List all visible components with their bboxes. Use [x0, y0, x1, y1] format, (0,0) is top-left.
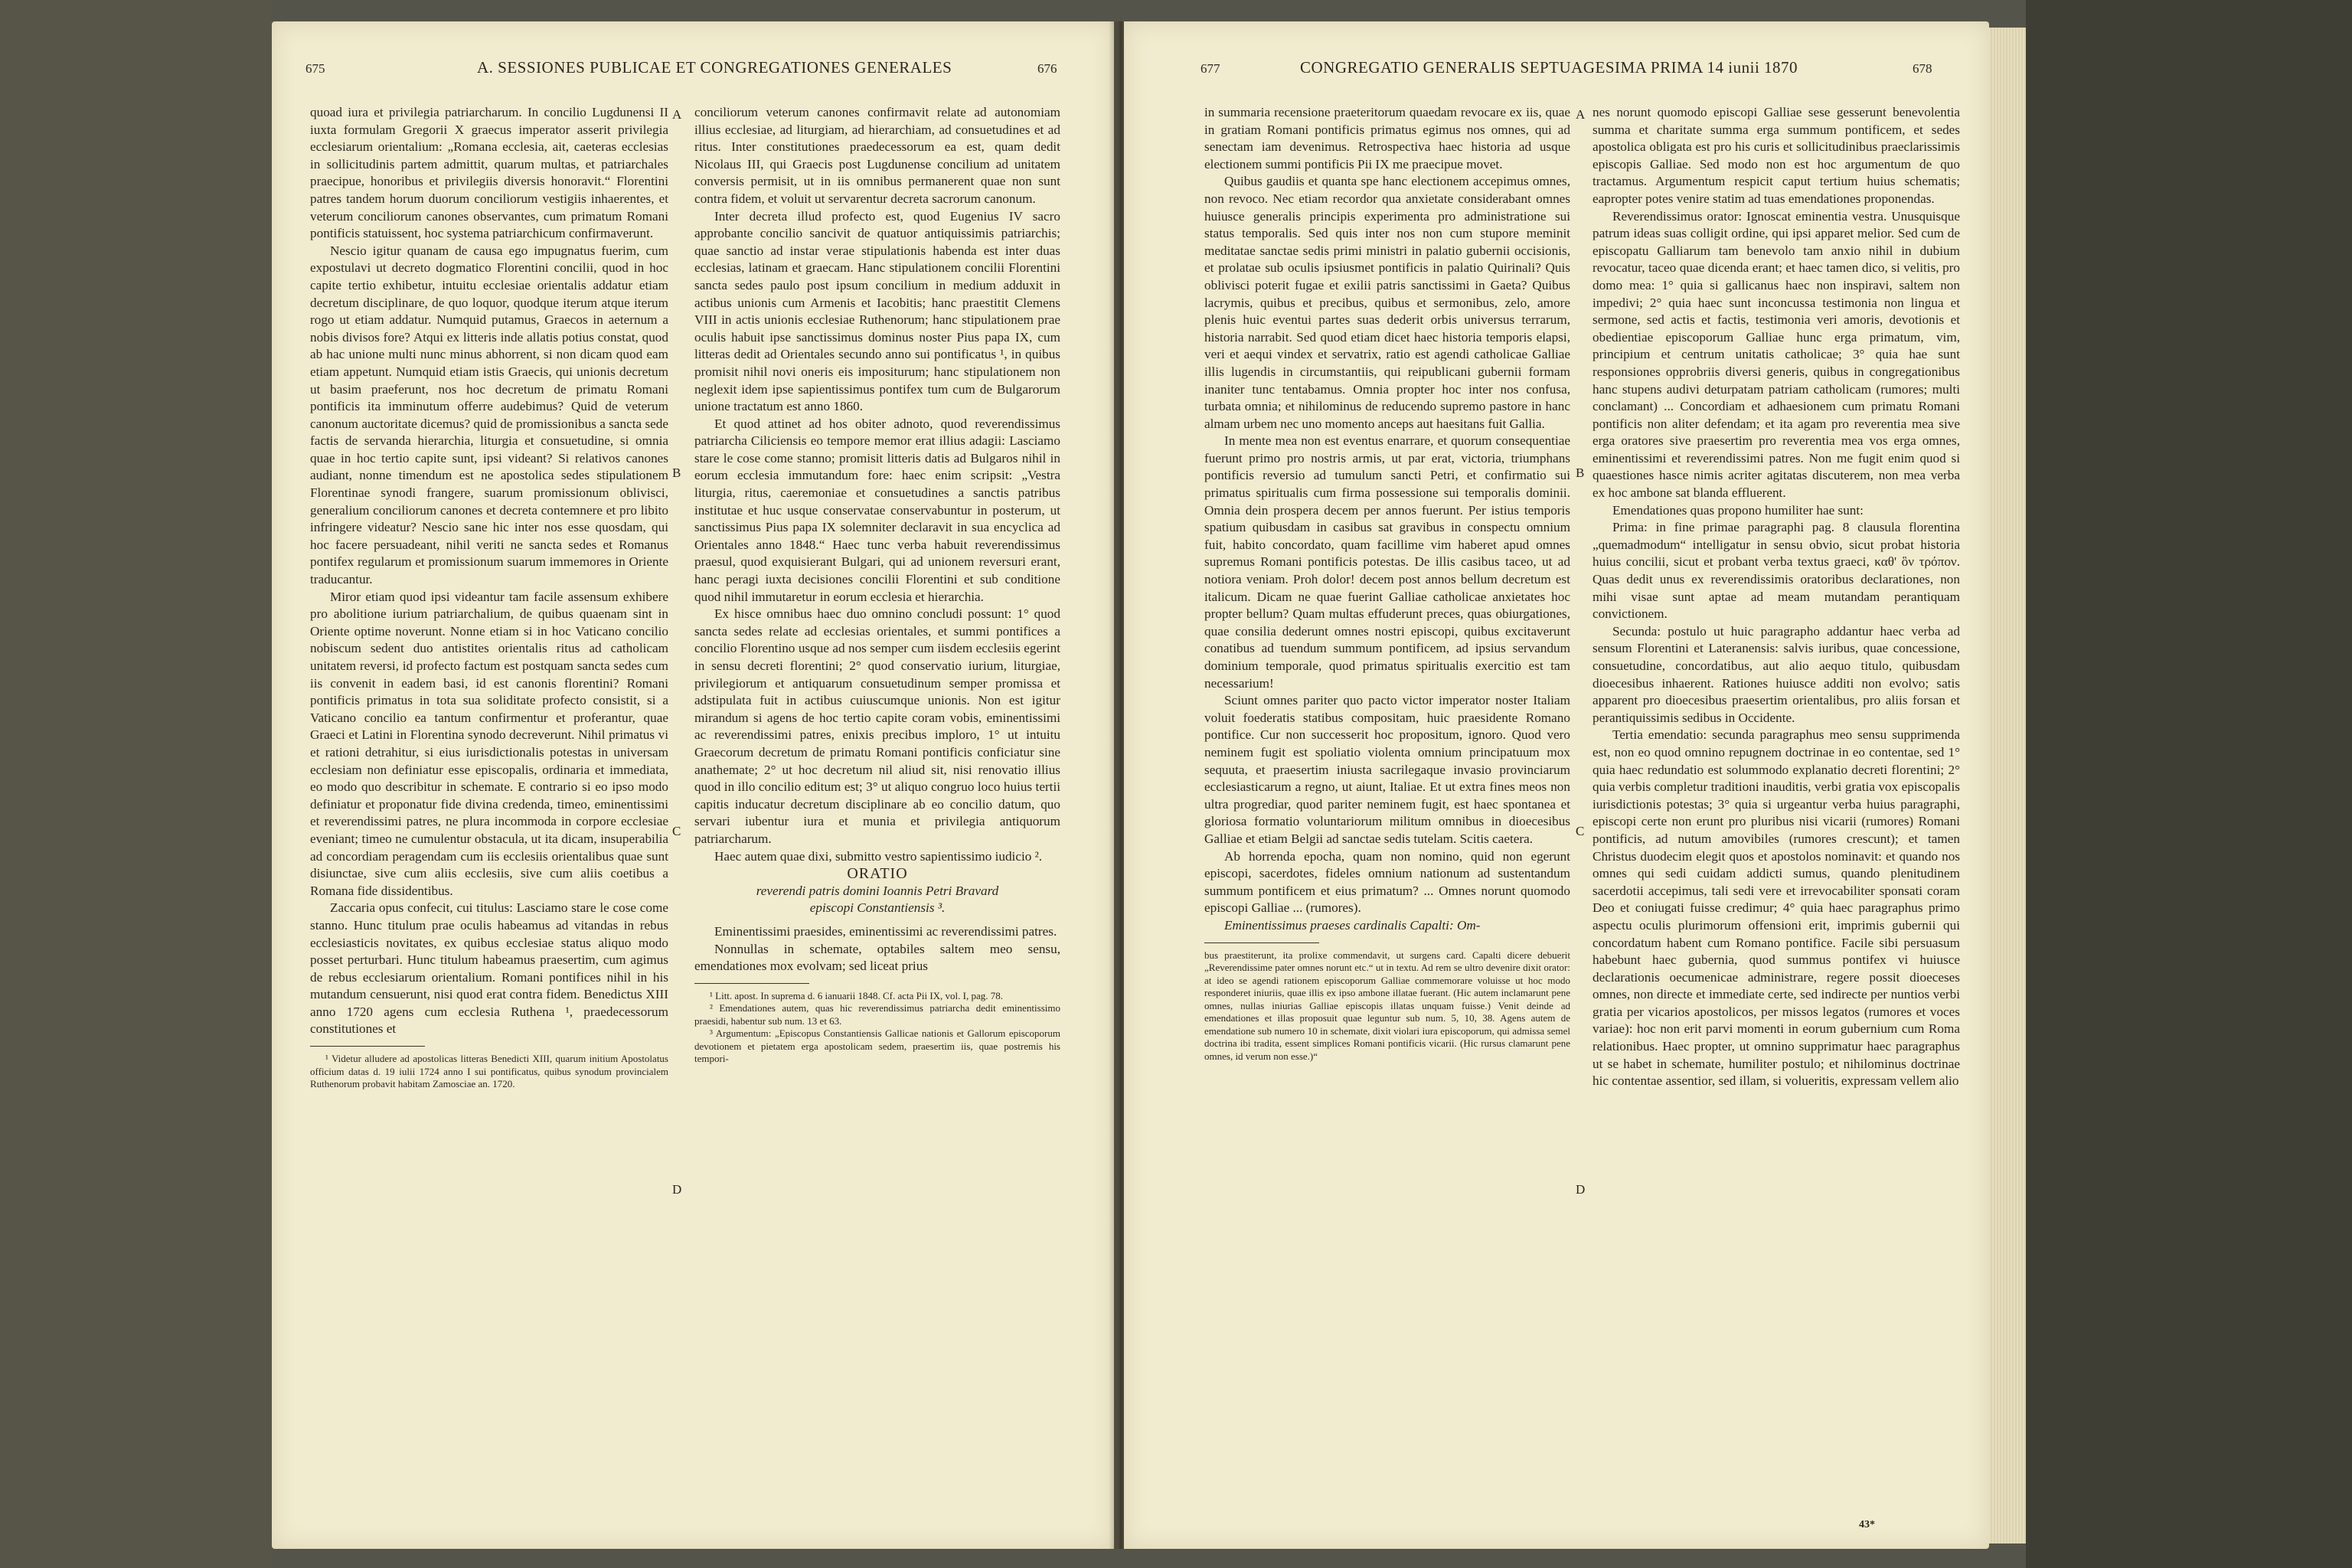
- margin-letter-a: A: [1576, 107, 1586, 122]
- margin-letter-b: B: [672, 466, 681, 480]
- oratio-heading: ORATIO: [847, 865, 908, 883]
- footnote-rule: [1204, 942, 1319, 943]
- paragraph: Zaccaria opus confecit, cui titulus: Lasciamo stare le cose come stanno. Hunc titulum prae oculis habeamus ad vitandas in rebus ecclesiasticis novitates, ex quibus ecclesiae status aliquo modo posset perturbari. Hunc titulum habeamus praesertim, cum agimus de rebus ecclesiarum orientalium. Romani pontifices nihil in his mutandum censuerunt, nisi quod erat contra fidem. Benedictus XIII anno 1720 agens cum ecclesia Ruthena ¹, praedecessorum constitutiones et: [310, 900, 668, 1037]
- page-edges: [1989, 28, 2026, 1544]
- footnote: bus praestiterunt, ita prolixe commendavit, ut surgens card. Capalti dicere debuerit „Reverendissime pater omnes norunt etc.“ ut in textu. Ad rem se ultro devenire dixit orator: at ideo se agendi rationem episcoporum Galliae commemorare voluisse ut hoc modo responderet iniuriis, quae illis ex ipso ambone illatae fuerant. (Hic autem inclamarunt pene omnes, nullas iniurias Galliae episcopis illatas unquam fuisse.) Venit deinde ad emendationes et illas proposuit quae leguntur sub num. 5, 10, 38. Agens autem de emendatione sub numero 10 in schemate, dixit violari iura episcoporum, qui admissa semel doctrina ibi tradita, essent simplices Romani pontificis vicarii. (Hic rursus clamarunt pene omnes, id verum non esse.)“: [1204, 949, 1570, 1062]
- oratio-subtitle: reverendi patris domini Ioannis Petri Bravard: [756, 883, 999, 898]
- left-page-column-1: [310, 104, 668, 1091]
- footnote: ³ Argumentum: „Episcopus Constantiensis Gallicae nationis et Gallorum episcoporum devotionem et pietatem erga apostolicam sedem, praesertim iis, quae postremis his tempori-: [694, 1027, 1060, 1065]
- paragraph: Nonnullas in schemate, optabiles saltem meo sensu, emendationes mox evolvam; sed liceat prius: [694, 941, 1060, 974]
- paragraph: Et quod attinet ad hos obiter adnoto, quod reverendissimus patriarcha Ciliciensis eo tempore memor erat illius adagii: Lasciamo stare le cose come stanno; promisit litteris datis ad Bulgaros nihil in eorum ecclesia immutandum fore: haec enim scripsit: „Vestra liturgia, ritus, caeremoniae et consuetudines a sanctis patribus institutae et huc usque conservatae conservabuntur in posterum, ut sanctissimus Pius papa IX solemniter declaravit in sua encyclica ad Orientales anno 1848.“ Haec tunc verba habuit reverendissimus praesul, quod exquisierant Bulgari, qui ad unionem reversuri erant, hanc peragi iuxta decisiones concilii Florentini et sub conditione quod nihil immutaretur in eorum ecclesia et hierarchia.: [694, 416, 1060, 604]
- running-head-left: A. SESSIONES PUBLICAE ET CONGREGATIONES GENERALES: [477, 58, 952, 77]
- footnote: ¹ Videtur alludere ad apostolicas litteras Benedicti XIII, quarum initium Apostolatus officium datas d. 19 iulii 1724 anno I sui pontificatus, quibus synodum provincialem Ruthenorum probavit habitam Zamosciae an. 1720.: [310, 1053, 668, 1090]
- paragraph: Secunda: postulo ut huic paragrapho addantur haec verba ad sensum Florentini et Lateranensis: salvis iuribus, quae concessione, consuetudine, concordatibus, aut alio aequo titulo, quibusdam dioecesibus inhaerent. Rationes huiusce additi non evolvo; satis apparent pro dioecesibus praesertim orientalibus, pro aliis forsan et perantiquissimis sedibus in Occidente.: [1592, 623, 1960, 725]
- margin-letter-b: B: [1576, 466, 1585, 480]
- paragraph: Miror etiam quod ipsi videantur tam facile assensum exhibere pro abolitione iurium patriarchalium, de quibus quaenam sint in Oriente optime noverunt. Nonne etiam si in hoc Vaticano concilio nobiscum sedent duo antistites orientalis ritus ad catholicam unitatem reversi, id profecto factum est postquam sancta sedes cum iis convenit in eadem basi, id est canonis florentini? Romani pontificis primatus in tota sua soliditate profecto consistit, si a Vaticano concilio ea tantum confirmentur et proferantur, quae Graeci et Latini in Florentina synodo decreverunt. Nihil primatus vi et rationi detrahitur, si eius iurisdictionalis potestas in universam ecclesiam non definiatur esse episcopalis, ordinaria et immediata, eo modo quo describitur in schemate. E contrario si eo ipso modo definiatur et proponatur fide divina credenda, timeo, eminentissimi et reverendissimi patres, ne plura incommoda in corpore ecclesiae eveniant; timeo ne cumulentur obstacula, ut ita dicam, insuperabilia ad concordiam peragendam cum iis ecclesiis orientalibus quae sunt disiunctae, sive cum aliis ecclesiis, sive cum aliis coetibus a Romana fide dissidentibus.: [310, 589, 668, 898]
- margin-letter-d: D: [1576, 1182, 1586, 1197]
- paragraph: Quibus gaudiis et quanta spe hanc electionem accepimus omnes, non revoco. Nec etiam recordor qua anxietate considerabant omnes huiusce generalis principis experimenta pro administratione sui status temporalis. Sed quis inter nos non cum stupore meminit meditatae sanctae sedis primi ministri in palatio gubernii occisionis, et prolatae sub oculis ipsiusmet pontificis in palatio Quirinali? Quis oblivisci poterit fugae et exilii patris sanctissimi in Gaeta? Quibus lacrymis, quibus et precibus, quibus et sermonibus, zelo, amore plenis huic eventui partes suas dederit orbis universus terrarum, historia narrabit. Sed quod etiam dicet haec historia temporis elapsi, veri et aequi vindex et servatrix, ratio est agendi catholicae Galliae illis lugendis in circumstantiis, qui reipublicani gubernii formam inaniter tunc tentabamus. Omnia propter hoc inter nos confusa, turbata omnia; et nihilominus de reducendo supremo pastore in hanc almam urbem nec uno momento anceps aut haesitans fuit Gallia.: [1204, 174, 1570, 431]
- oratio-subtitle: episcopi Constantiensis ³.: [809, 900, 946, 916]
- background-left: [0, 0, 272, 1568]
- paragraph: quoad iura et privilegia patriarcharum. In concilio Lugdunensi II iuxta formulam Gregorii X graecus imperator asserit privilegia ecclesiarum orientalium: „Romana ecclesia, ait, caeteras ecclesias in sollicitudinis partem admittit, quarum multas, et patriarchales praecipue, honoribus et privilegiis diversis honoravit.“ Florentini patres tandem horum duorum conciliorum vestigiis inhaerentes, et veterum conciliorum canones observantes, cum primatum Romani pontificis statuissent, hoc systema patriarchicum confirmaverunt.: [310, 105, 668, 241]
- paragraph: Inter decreta illud profecto est, quod Eugenius IV sacro approbante concilio sancivit de quatuor antiquissimis patriarchis; quae sanctio ad instar verae stipulationis habenda est inter duas ecclesias, latinam et graecam. Hanc stipulationem concilii Florentini sancta sedes paulo post ipsum concilium in medium adduxit in actibus unionis cum Armenis et Iacobitis; hanc praestitit Clemens VIII in actis unionis ecclesiae Ruthenorum; hanc stipulationem prae oculis habuit ipse sanctissimus dominus noster Pius papa IX, cum litteras dedit ad Orientales secundo anno sui pontificatus ¹, in quibus promisit nihil novi oneris eis impositurum; hanc stipulationem non neglexit idem ipse sapientissimus pontifex tum cum de Bulgarorum unione tractatum est anno 1860.: [694, 208, 1060, 414]
- paragraph: Reverendissimus orator: Ignoscat eminentia vestra. Unusquisque patrum ideas suas colligit ordine, qui ipsi apparet melior. Sed cum de episcopatu Galliarum tam benevolo tam anxio nihil in dubium revocatur, taceo quae dicenda erant; et haec tamen dico, si velitis, pro domo mea: 1° quia si gallicanus haec non inspiravi, saltem non impedivi; 2° quia haec sunt inconcussa testimonia non lingua et sermone, sed actis et factis, testimonia veri amoris, devotionis et obedientiae episcoporum Galliae hunc erga primatum, vim, principium et centrum unitatis catholicae; 3° quia hae sunt responsiones opprobriis diversi generis, quibus in congregationibus hanc stupens audivi deturpatam patriam catholicam (rumores; multi conclamant) ... Concordiam et adhaesionem cum primatu Romani pontificis non aliter defendam; et ita agam pro reverentia mea sive erga oratores sive praesertim pro reverentia mea vos erga omnes, eminentissimi et reverendissimi patres. Non me fugit enim quod si quaestiones hasce nimis acriter agitatas discuterem, non mea verba ex hoc ambone sat blanda effluerent.: [1592, 208, 1960, 501]
- signature-mark: 43*: [1859, 1519, 1875, 1530]
- left-page-column-2: [694, 104, 1060, 1066]
- background-right: [2026, 0, 2352, 1568]
- paragraph: In mente mea non est eventus enarrare, et quorum consequentiae fuerunt primo pro nostris armis, ut par erat, victoria, triumphans pontificis reversio ad tumulum sancti Petri, et confirmatio sui primatus spiritualis cum firma possessione sui temporalis dominii. Omnia dein prospera decem per annos fuerunt. Per istius temporis spatium quibusdam in casibus sat gravibus in conspectu omnium fuit, habito concordato, quam facillime vim haberet apud omnes supremus Romani pontificis potestas. De illis casibus taceo, ut ad notiora veniam. Proh dolor! decem post annos bellum decretum est italicum. Dicam ne quae fuerint Galliae catholicae anxietates hoc propter bellum? Quam multas effuderunt preces, quas obiurgationes, quae consilia dederunt omnes nostri episcopi, quibus excitaverunt conatibus ad tuendum summum pontificem, ad ipsius servandum dominium temporale, quod primatus spiritualis exercitio est tam necessarium!: [1204, 433, 1570, 691]
- margin-letter-a: A: [672, 107, 682, 122]
- footnote-rule: [310, 1046, 425, 1047]
- left-page: [272, 21, 1114, 1549]
- page-number-678: 678: [1913, 61, 1932, 76]
- paragraph: Ex hisce omnibus haec duo omnino concludi possunt: 1° quod sancta sedes relate ad ecclesias orientales, et summi pontifices a concilio Florentino usque ad nos semper cum iisdem ecclesiis egerint in sensu decreti florentini; 2° quod conservatio iurium, liturgiae, privilegiorum et antiquarum consuetudinum semper promissa et adstipulata fuit in actibus cuiuscumque unionis. Non est igitur mirandum si agens de hoc tertio capite coram vobis, eminentissimi ac reverendissimi patres, enixis precibus imploro, 1° ut intuitu Graecorum decretum de primatu Romani pontificis conficiatur sine anathemate; 2° ut hoc decretum nil aliud sit, nisi renovatio illius quod in illo concilio editum est; 3° ut aliquo congruo loco huius tertii capitis inducatur decretum disciplinare ab eo concilio datum, quo servari iubentur iura et munia et privilegia antiquorum patriarcharum.: [694, 606, 1060, 846]
- paragraph: Prima: in fine primae paragraphi pag. 8 clausula florentina „quemadmodum“ intelligatur in sensu obvio, sicut probat historia huius concilii, sicut et probant verba textus graeci, καθ' ὃν τρόπον. Quas dedit unus ex reverendissimis oratoribus declarationes, non mihi visae sunt aptae ad meam mutandam perantiquam convictionem.: [1592, 520, 1960, 622]
- paragraph: Nescio igitur quanam de causa ego impugnatus fuerim, cum expostulavi ut decreto dogmatico Florentini concilii, quod in hoc capite tertio exhibetur, intuitu ecclesiae orientalis addatur etiam decretum disciplinare, de quo loquor, quodque iterum atque iterum rogo ut etiam addatur. Numquid putamus, Graecos in aeternum a nobis divisos fore? Atqui ex litteris inde allatis potius constat, quod ab hac unione multi nunc minus abhorrent, si non dicam quod eam etiam appetunt. Numquid etiam istis Graecis, qui unionis decretum ut basim praeferunt, nos hoc decretum de primatu Romani pontificis ita imminutum offerre audebimus? Quid de veterum canonum auctoritate dicemus? quid de promissionibus a sancta sede factis de servanda hierarchia, liturgia et consuetudine, si omnia quae in hoc tertio capite sunt, ipsi videant? Si relativos canones audiant, nonne timendum est ne apostolica sedes stipulationem Florentinae synodi frangere, suarum promissionum oblivisci, generalium conciliorum canones et decreta contemnere et pro libito infringere videatur? Nescio sane hic inter nos esse quosdam, qui hoc facere persuadeant, nihil veriti ne sancta sedes et Romanus pontifex regularum et promissionum suarum immemores in Oriente traducantur.: [310, 243, 668, 587]
- paragraph: Tertia emendatio: secunda paragraphus meo sensu supprimenda est, non eo quod omnino repugnem doctrinae in eo contentae, sed 1° quia haec redundatio est solummodo explanatio decreti florentini; 2° quia verbis completur traditioni inauditis, verbi gratia vox episcopalis iurisdictionis potestas; 3° quia si urgeantur verba huius paragraphi, episcopi certe non erunt pro pluribus nisi vicarii (rumores) Romani pontificis, ad nutum amovibiles (rumores crescunt); et tamen Christus duodecim elegit quos et apostolos nominavit: et quando nos omnes qui sedi cuidam addicti sumus, quando plenitudinem sacerdotii accepimus, tali sedi vere et irrevocabiliter sponsati coram Deo et coniugati fuisse credimur; 4° quia haec paragraphus primo aspectu oculis plurimorum offensioni erit, imprimis gubernii qui concordatum habent cum Romano pontifice. Facile sibi persuasum habebunt haec gubernia, quod summus pontifex vi huiusce declarationis oecumenicae administrare, regere possit dioeceses omnes, non directe et immediate certe, sed indirecte per nuntios verbi gratia per vicarios apostolicos, per missos legatos (rumores et voces variae): hoc non erit parvi momenti in eorum gubernium cum Roma relationibus. Haec propter, ut omnino supprimatur haec paragraphus ut se habet in schemate, humiliter postulo; et nihilominus doctrinae hic contentae assentior, sed illam, si volueritis, expressam vellem alio: [1592, 727, 1960, 1089]
- paragraph: Sciunt omnes pariter quo pacto victor imperator noster Italiam voluit foederatis statibus compositam, huic praesidente Romano pontifice. Cur non successerit hoc propositum, ignoro. Quod vero neminem fugit est spoliatio violenta omnium principatuum mox sequuta, et praesertim iniusta sacrilegaque invasio provinciarum ecclesiasticarum a regno, ut aiunt, Italiae. Et ut extra fines meos non ultra progrediar, quod pariter neminem fugit, est haec spontanea et gloriosa formatio voluntariorum militum omnibus in dioecesibus Galliae et etiam Belgii ad sanctae sedis tutelam. Scitis caetera.: [1204, 693, 1570, 846]
- right-page-column-2: [1592, 104, 1960, 1090]
- paragraph: Eminentissimus praeses cardinalis Capalti: Om-: [1224, 917, 1481, 933]
- page-number-677: 677: [1200, 61, 1220, 76]
- margin-letter-c: C: [1576, 824, 1585, 838]
- footnote: ² Emendationes autem, quas hic reverendissimus patriarcha dedit eminentissimo praesidi, habentur sub num. 13 et 63.: [694, 1002, 1060, 1027]
- footnotes: [1204, 949, 1570, 1063]
- paragraph: Haec autem quae dixi, submitto vestro sapientissimo iudicio ².: [714, 848, 1043, 864]
- right-page-column-1: [1204, 104, 1570, 1063]
- footnote: ¹ Litt. apost. In suprema d. 6 ianuarii 1848. Cf. acta Pii IX, vol. I, pag. 78.: [710, 989, 1003, 1001]
- paragraph: Ab horrenda epocha, quam non nomino, quid non egerunt episcopi, sacerdotes, fideles omnium nationum ad sustentandum summum pontificem et eius primatum? ... Omnes norunt quomodo episcopi Galliae ... (rumores).: [1204, 848, 1570, 916]
- paragraph: nes norunt quomodo episcopi Galliae sese gesserunt benevolentia summa et charitate summa erga summum pontificem, et sedes apostolica obligata est pro his curis et sollicitudinibus praeclarissimis episcopis Galliae. Sed modo non est hoc argumentum de quo tractamus. Argumentum respicit caput tertium huius schematis; eapropter potes venire statim ad tuas emendationes proponendas.: [1592, 105, 1960, 206]
- paragraph: Eminentissimi praesides, eminentissimi ac reverendissimi patres.: [714, 923, 1057, 939]
- paragraph: conciliorum veterum canones confirmavit relate ad autonomiam illius ecclesiae, ad liturgiam, ad hierarchiam, ad consuetudines et ad ritus. Inter constitutiones praedecessorum ea est, quam dedit Nicolaus III, qui Graecis post Lugdunense concilium ad unitatem conversis permisit, ut in iis omnibus permanerent quae non sunt contra fidem, et voluit ut servarentur decreta sacrorum canonum.: [694, 105, 1060, 206]
- page-number-676: 676: [1037, 61, 1057, 76]
- footnotes: [310, 1053, 668, 1091]
- paragraph: in summaria recensione praeteritorum quaedam revocare ex iis, quae in gratiam Romani pontificis primatus egimus nos omnes, qui ad senectam iam devenimus. Retrospectiva haec historia ad usque electionem summi pontificis Pii IX me praecipue movet.: [1204, 105, 1570, 172]
- running-head-right: CONGREGATIO GENERALIS SEPTUAGESIMA PRIMA 14 iunii 1870: [1300, 58, 1798, 77]
- footnotes: [694, 990, 1060, 1066]
- page-number-675: 675: [305, 61, 325, 76]
- paragraph: Emendationes quas propono humiliter hae sunt:: [1612, 502, 1864, 518]
- margin-letter-c: C: [672, 824, 681, 838]
- right-page: [1124, 21, 1989, 1549]
- margin-letter-d: D: [672, 1182, 682, 1197]
- footnote-rule: [694, 983, 809, 984]
